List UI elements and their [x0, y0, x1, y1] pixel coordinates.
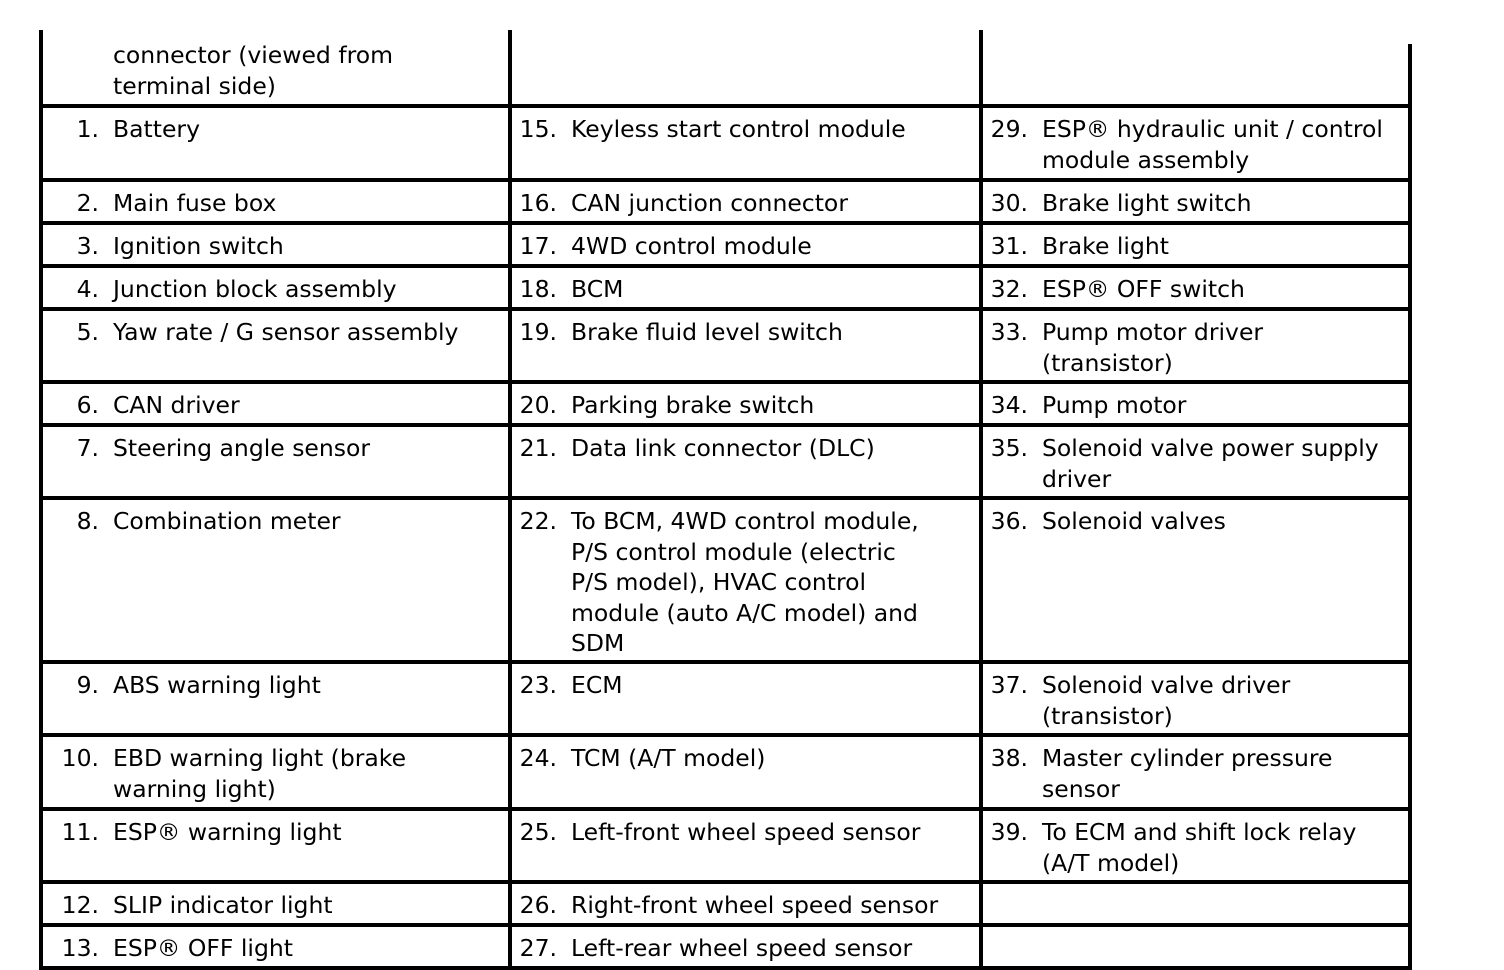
cell-text-line: Main fuse box: [113, 189, 277, 217]
cell-text-line: ABS warning light: [113, 671, 321, 699]
row-rule: [39, 880, 1412, 884]
legend-label: [1042, 506, 1226, 537]
cell-text-line: To ECM and shift lock relay: [1042, 818, 1357, 846]
cell-text-line: BCM: [571, 275, 624, 303]
cell-text-line: 4WD control module: [571, 232, 812, 260]
legend-number: 18.: [519, 275, 557, 303]
legend-number: 20.: [519, 391, 557, 419]
legend-label: [571, 817, 920, 848]
row-rule: [39, 221, 1412, 225]
row-rule: [39, 966, 1412, 970]
cell-text-line: SDM: [571, 629, 625, 657]
cell-text-line: Brake fluid level switch: [571, 318, 843, 346]
legend-number: 1.: [76, 115, 99, 143]
legend-label: [113, 188, 276, 219]
legend-label: [1042, 231, 1169, 262]
legend-label: [113, 390, 240, 421]
row-rule: [39, 307, 1412, 311]
row-rule: [39, 104, 1412, 108]
cell-text-line: Solenoid valve driver: [1042, 671, 1291, 699]
legend-number: 7.: [76, 434, 99, 462]
legend-number: 39.: [990, 818, 1028, 846]
legend-label: [113, 231, 284, 262]
legend-number: 9.: [76, 671, 99, 699]
cell-text-line: CAN junction connector: [571, 189, 848, 217]
legend-number: 27.: [519, 934, 557, 962]
cell-text-line: Yaw rate / G sensor assembly: [113, 318, 459, 346]
legend-number: 6.: [76, 391, 99, 419]
cell-text-line: Junction block assembly: [113, 275, 397, 303]
legend-number: 33.: [990, 318, 1028, 346]
legend-number: 3.: [76, 232, 99, 260]
cell-text-line: ESP® hydraulic unit / control: [1042, 115, 1383, 143]
legend-number: 38.: [990, 744, 1028, 772]
cell-text-line: ECM: [571, 671, 623, 699]
legend-label: [571, 743, 765, 774]
row-rule: [39, 423, 1412, 427]
cell-text-line: ESP® OFF switch: [1042, 275, 1245, 303]
legend-number: 32.: [990, 275, 1028, 303]
legend-label: [113, 890, 333, 921]
cell-text-line: P/S model), HVAC control: [571, 568, 867, 596]
legend-label: [113, 743, 406, 804]
cell-text-line: Ignition switch: [113, 232, 284, 260]
continued-row-text: [113, 40, 393, 101]
cell-text-line: CAN driver: [113, 391, 240, 419]
legend-label: [571, 670, 623, 701]
legend-number: 13.: [61, 934, 99, 962]
row-rule: [39, 660, 1412, 664]
legend-number: 36.: [990, 507, 1028, 535]
legend-label: [1042, 317, 1263, 378]
legend-label: [571, 890, 938, 921]
legend-label: [571, 317, 843, 348]
cell-text-line: TCM (A/T model): [571, 744, 766, 772]
cell-text-line: Parking brake switch: [571, 391, 815, 419]
legend-label: [1042, 114, 1383, 175]
legend-label: [571, 933, 912, 964]
legend-number: 26.: [519, 891, 557, 919]
legend-number: 11.: [61, 818, 99, 846]
legend-number: 29.: [990, 115, 1028, 143]
legend-label: [571, 188, 848, 219]
cell-text-line: Solenoid valve power supply: [1042, 434, 1379, 462]
legend-label: [571, 114, 906, 145]
cell-text-line: module (auto A/C model) and: [571, 598, 918, 627]
cell-text-line: terminal side): [113, 71, 276, 100]
legend-number: 19.: [519, 318, 557, 346]
row-rule: [39, 380, 1412, 384]
column-rule: [1408, 44, 1412, 970]
legend-label: [1042, 670, 1290, 731]
legend-number: 4.: [76, 275, 99, 303]
cell-text-line: Brake light switch: [1042, 189, 1252, 217]
legend-number: 22.: [519, 507, 557, 535]
legend-label: [1042, 817, 1356, 878]
row-rule: [39, 178, 1412, 182]
row-rule: [39, 923, 1412, 927]
legend-label: [113, 114, 200, 145]
legend-label: [571, 274, 623, 305]
legend-number: 30.: [990, 189, 1028, 217]
legend-number: 16.: [519, 189, 557, 217]
cell-text-line: Battery: [113, 115, 200, 143]
legend-table: [39, 30, 1412, 970]
cell-text-line: Steering angle sensor: [113, 434, 371, 462]
legend-number: 17.: [519, 232, 557, 260]
legend-number: 23.: [519, 671, 557, 699]
cell-text-line: (transistor): [1042, 701, 1173, 730]
legend-number: 8.: [76, 507, 99, 535]
cell-text-line: Keyless start control module: [571, 115, 906, 143]
legend-number: 31.: [990, 232, 1028, 260]
cell-text-line: (transistor): [1042, 348, 1173, 377]
cell-text-line: EBD warning light (brake: [113, 744, 407, 772]
legend-label: [113, 274, 397, 305]
legend-label: [1042, 743, 1333, 804]
legend-number: 15.: [519, 115, 557, 143]
legend-number: 5.: [76, 318, 99, 346]
legend-label: [113, 317, 458, 348]
cell-text-line: sensor: [1042, 774, 1120, 803]
legend-label: [571, 433, 875, 464]
cell-text-line: Data link connector (DLC): [571, 434, 875, 462]
legend-number: 34.: [990, 391, 1028, 419]
column-rule: [979, 30, 983, 970]
cell-text-line: Right-front wheel speed sensor: [571, 891, 939, 919]
cell-text-line: Pump motor driver: [1042, 318, 1264, 346]
legend-number: 37.: [990, 671, 1028, 699]
cell-text-line: Solenoid valves: [1042, 507, 1226, 535]
legend-label: [571, 390, 814, 421]
legend-label: [113, 670, 321, 701]
cell-text-line: To BCM, 4WD control module,: [571, 507, 919, 535]
legend-number: 2.: [76, 189, 99, 217]
cell-text-line: Brake light: [1042, 232, 1169, 260]
legend-label: [113, 933, 293, 964]
cell-text-line: SLIP indicator light: [113, 891, 333, 919]
legend-number: 21.: [519, 434, 557, 462]
legend-label: [1042, 274, 1245, 305]
legend-label: [1042, 188, 1251, 219]
cell-text-line: ESP® warning light: [113, 818, 342, 846]
cell-text-line: Left-rear wheel speed sensor: [571, 934, 913, 962]
legend-number: 12.: [61, 891, 99, 919]
row-rule: [39, 807, 1412, 811]
cell-text-line: driver: [1042, 464, 1112, 493]
cell-text-line: warning light): [113, 774, 276, 803]
row-rule: [39, 733, 1412, 737]
legend-number: 25.: [519, 818, 557, 846]
legend-number: 35.: [990, 434, 1028, 462]
legend-label: [113, 817, 342, 848]
legend-number: 10.: [61, 744, 99, 772]
legend-label: [1042, 390, 1186, 421]
legend-label: [571, 231, 812, 262]
row-rule: [39, 496, 1412, 500]
column-rule: [508, 30, 512, 970]
cell-text-line: ESP® OFF light: [113, 934, 293, 962]
cell-text-line: connector (viewed from: [113, 41, 394, 69]
legend-label: [571, 506, 919, 659]
column-rule: [39, 30, 43, 970]
cell-text-line: P/S control module (electric: [571, 537, 896, 566]
legend-label: [113, 506, 341, 537]
legend-label: [113, 433, 370, 464]
legend-label: [1042, 433, 1379, 494]
cell-text-line: Left-front wheel speed sensor: [571, 818, 921, 846]
cell-text-line: module assembly: [1042, 145, 1250, 174]
cell-text-line: (A/T model): [1042, 848, 1180, 877]
row-rule: [39, 264, 1412, 268]
cell-text-line: Pump motor: [1042, 391, 1187, 419]
legend-number: 24.: [519, 744, 557, 772]
cell-text-line: Master cylinder pressure: [1042, 744, 1333, 772]
cell-text-line: Combination meter: [113, 507, 341, 535]
